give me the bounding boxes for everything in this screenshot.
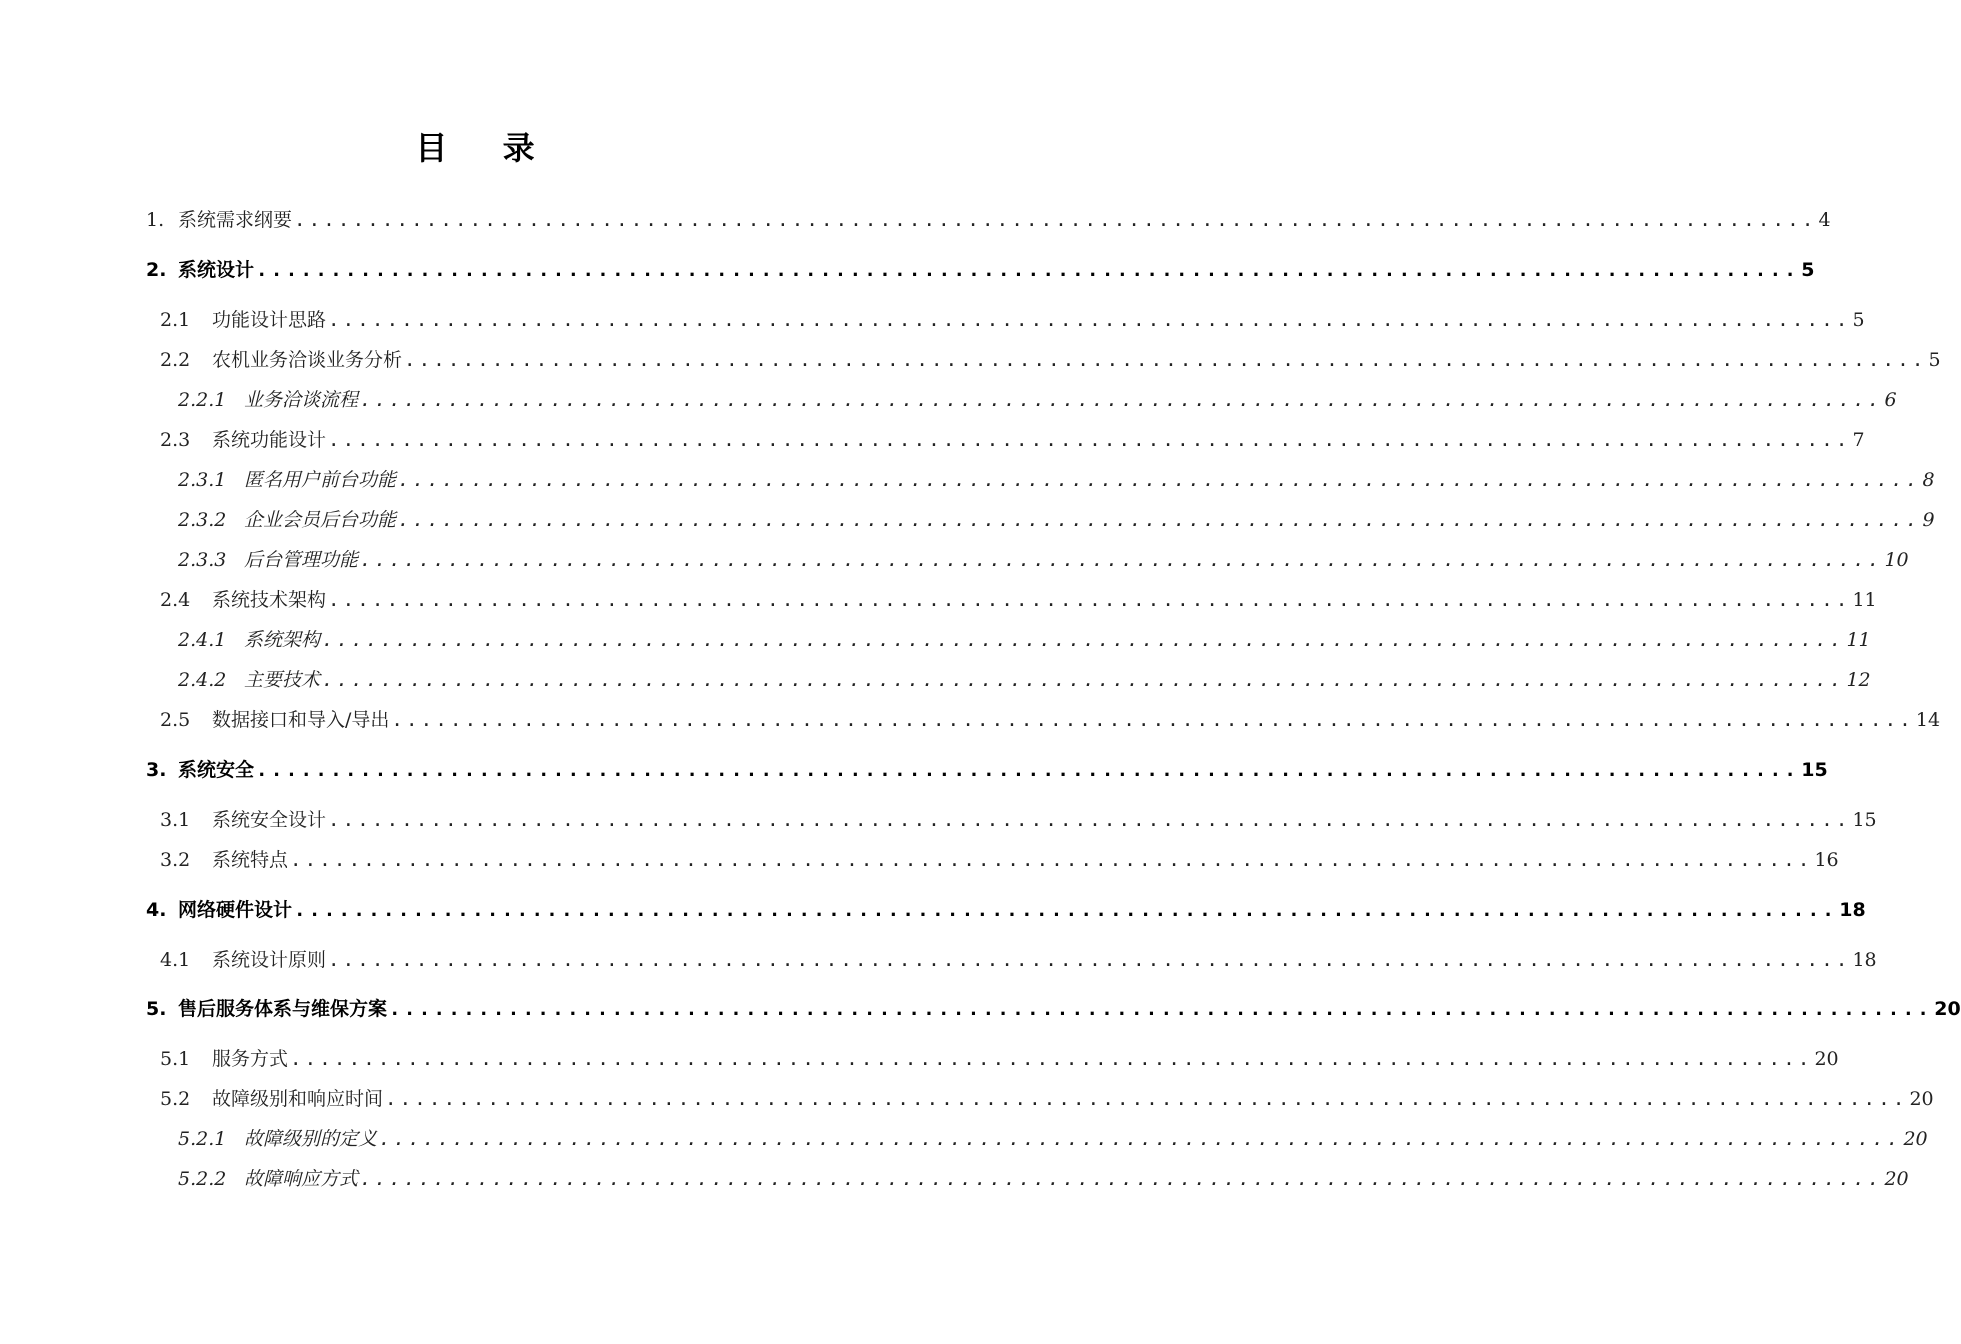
toc-text: 数据接口和导入/导出 <box>212 709 390 731</box>
toc-page-number: 20 <box>1909 1088 1934 1110</box>
dot-leader: ........................................................................................................ <box>328 589 1851 611</box>
toc-page-number: 10 <box>1884 549 1909 571</box>
toc-number: 4. <box>146 899 167 921</box>
toc-entry[interactable] <box>160 804 1877 832</box>
toc-number: 3.1 <box>160 809 191 831</box>
toc-number: 2. <box>146 259 167 281</box>
dot-leader: ........................................................................................................ <box>328 949 1851 971</box>
dot-leader: ........................................................................................................ <box>360 389 1883 411</box>
toc-text: 系统架构 <box>244 629 321 651</box>
page-title: 目 录 <box>415 129 557 167</box>
toc-entry[interactable] <box>178 1123 1928 1151</box>
toc-number: 2.4.2 <box>178 669 227 691</box>
toc-text: 企业会员后台功能 <box>244 509 397 531</box>
toc-number: 1. <box>146 209 165 231</box>
toc-text: 系统安全 <box>178 759 255 781</box>
toc-number: 2.3.1 <box>178 469 227 491</box>
dot-leader: ........................................................................................................ <box>328 429 1851 451</box>
toc-number: 5.2 <box>160 1088 191 1110</box>
toc-page-number: 14 <box>1915 709 1941 731</box>
toc-text: 系统特点 <box>212 849 289 871</box>
toc-number: 2.5 <box>160 709 191 731</box>
toc-text: 后台管理功能 <box>244 549 359 571</box>
dot-leader: ........................................................................................................ <box>290 849 1813 871</box>
toc-text: 系统需求纲要 <box>178 209 293 231</box>
dot-leader: ........................................................................................................ <box>328 809 1851 831</box>
dot-leader: ........................................................................................................ <box>322 669 1845 691</box>
dot-leader: ........................................................................................................ <box>256 259 1800 281</box>
dot-leader: ........................................................................................................ <box>294 899 1838 921</box>
toc-entry[interactable] <box>178 464 1935 492</box>
dot-leader: ........................................................................................................ <box>322 629 1845 651</box>
toc-page-number: 7 <box>1852 429 1865 451</box>
toc-page-number: 12 <box>1846 669 1871 691</box>
toc-number: 2.3.3 <box>178 549 227 571</box>
dot-leader: ........................................................................................................ <box>256 759 1800 781</box>
dot-leader: ........................................................................................................ <box>398 469 1921 491</box>
toc-entry[interactable] <box>178 624 1871 652</box>
dot-leader: ........................................................................................................ <box>290 1048 1813 1070</box>
toc-number: 4.1 <box>160 949 191 971</box>
toc-entry[interactable] <box>178 664 1871 692</box>
toc-page-number: 15 <box>1852 809 1877 831</box>
dot-leader: ........................................................................................................ <box>294 209 1817 231</box>
toc-page-number: 11 <box>1852 589 1877 611</box>
toc-number: 2.4.1 <box>178 629 227 651</box>
toc-page-number: 20 <box>1814 1048 1839 1070</box>
toc-number: 5.2.1 <box>178 1128 227 1150</box>
toc-entry[interactable] <box>160 704 1941 732</box>
toc-page-number: 5 <box>1801 259 1815 281</box>
toc-text: 功能设计思路 <box>212 309 327 331</box>
toc-page-number: 9 <box>1922 509 1935 531</box>
toc-page-number: 4 <box>1818 209 1831 231</box>
dot-leader: ........................................................................................................ <box>360 1168 1883 1190</box>
toc-text: 主要技术 <box>244 669 321 691</box>
toc-entry[interactable] <box>160 1083 1934 1111</box>
dot-leader: ........................................................................................................ <box>398 509 1921 531</box>
toc-entry[interactable] <box>160 584 1877 612</box>
toc-entry[interactable] <box>160 1043 1839 1071</box>
toc-entry[interactable] <box>178 384 1897 412</box>
toc-number: 5.2.2 <box>178 1168 227 1190</box>
toc-page-number: 5 <box>1928 349 1941 371</box>
toc-page-number: 20 <box>1903 1128 1928 1150</box>
toc-number: 5.1 <box>160 1048 191 1070</box>
toc-entry[interactable] <box>146 254 1815 282</box>
dot-leader: ........................................................................................................ <box>385 1088 1908 1110</box>
dot-leader: ........................................................................................................ <box>389 998 1933 1020</box>
toc-text: 农机业务洽谈业务分析 <box>212 349 403 371</box>
toc-page-number: 16 <box>1814 849 1839 871</box>
toc-text: 系统设计原则 <box>212 949 327 971</box>
toc-entry[interactable] <box>178 544 1909 572</box>
toc-number: 3.2 <box>160 849 191 871</box>
toc-text: 匿名用户前台功能 <box>244 469 397 491</box>
toc-text: 系统技术架构 <box>212 589 327 611</box>
toc-page-number: 6 <box>1884 389 1897 411</box>
toc-page-number: 11 <box>1846 629 1871 651</box>
toc-entry[interactable] <box>178 1163 1909 1191</box>
toc-entry[interactable] <box>146 204 1831 232</box>
toc-number: 2.3.2 <box>178 509 227 531</box>
dot-leader: ........................................................................................................ <box>391 709 1914 731</box>
toc-number: 2.1 <box>160 309 191 331</box>
toc-page-number: 8 <box>1922 469 1935 491</box>
toc-number: 2.2 <box>160 349 191 371</box>
toc-text: 业务洽谈流程 <box>244 389 359 411</box>
toc-page-number: 15 <box>1801 759 1828 781</box>
toc-text: 网络硬件设计 <box>178 899 293 921</box>
toc-text: 故障级别的定义 <box>244 1128 378 1150</box>
toc-text: 系统安全设计 <box>212 809 327 831</box>
toc-entry[interactable] <box>178 504 1935 532</box>
dot-leader: ........................................................................................................ <box>404 349 1927 371</box>
toc-entry[interactable] <box>160 844 1839 872</box>
toc-number: 5. <box>146 998 167 1020</box>
toc-page-number: 20 <box>1934 998 1961 1020</box>
toc-text: 售后服务体系与维保方案 <box>178 998 388 1020</box>
toc-text: 系统设计 <box>178 259 255 281</box>
toc-entry[interactable] <box>160 944 1877 972</box>
toc-number: 2.2.1 <box>178 389 227 411</box>
toc-page-number: 20 <box>1884 1168 1909 1190</box>
toc-number: 2.4 <box>160 589 191 611</box>
toc-entry[interactable] <box>146 754 1828 782</box>
toc-text: 故障级别和响应时间 <box>212 1088 384 1110</box>
toc-text: 服务方式 <box>212 1048 289 1070</box>
toc-entry[interactable] <box>160 344 1941 372</box>
toc-page-number: 18 <box>1839 899 1866 921</box>
toc-entry[interactable] <box>160 424 1865 452</box>
dot-leader: ........................................................................................................ <box>328 309 1851 331</box>
toc-text: 系统功能设计 <box>212 429 327 451</box>
toc-entry[interactable] <box>160 304 1865 332</box>
toc-page-number: 5 <box>1852 309 1865 331</box>
toc-number: 3. <box>146 759 167 781</box>
toc-entry[interactable] <box>146 993 1961 1021</box>
toc-page-number: 18 <box>1852 949 1877 971</box>
toc-entry[interactable] <box>146 894 1866 922</box>
toc-number: 2.3 <box>160 429 191 451</box>
dot-leader: ........................................................................................................ <box>379 1128 1902 1150</box>
toc-text: 故障响应方式 <box>244 1168 359 1190</box>
dot-leader: ........................................................................................................ <box>360 549 1883 571</box>
